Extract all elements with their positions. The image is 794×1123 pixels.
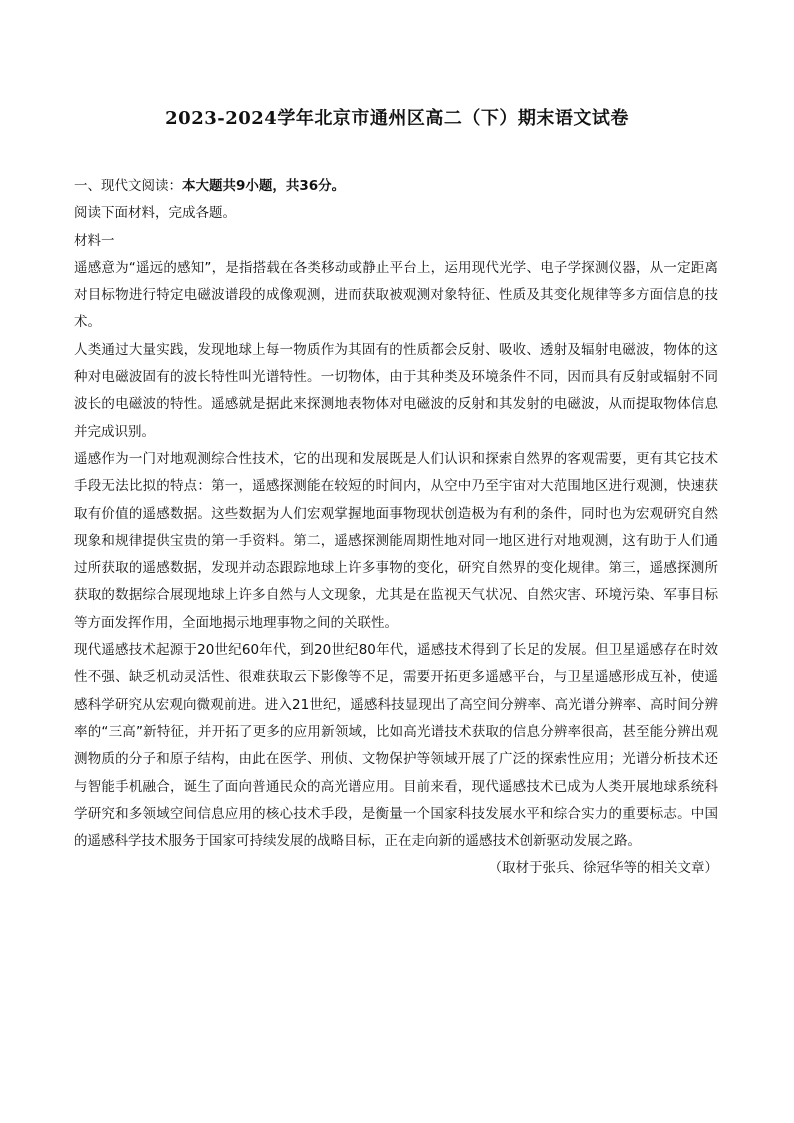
- document-body: [74, 173, 718, 883]
- section-heading-prefix: 一、现代文阅读：: [74, 178, 182, 194]
- paragraph: 现代遥感技术起源于20世纪60年代，到20世纪80年代，遥感技术得到了长足的发展。但卫星遥感存在时效性不强、缺乏机动灵活性、很难获取云下影像等不足，需要开拓更多遥感平台，与卫星遥感形成互补，使遥感科学研究从宏观向微观前进。进入21世纪，遥感科技显现出了高空间分辨率、高光谱分辨率、高时间分辨率的“三高”新特征，并开拓了更多的应用新领域，比如高光谱技术获取的信息分辨率很高，甚至能分辨出观测物质的分子和原子结构，由此在医学、刑侦、文物保护等领域开展了广泛的探索性应用；光谱分析技术还与智能手机融合，诞生了面向普通民众的高光谱应用。目前来看，现代遥感技术已成为人类开展地球系统科学研究和多领域空间信息应用的核心技术手段，是衡量一个国家科技发展水平和综合实力的重要标志。中国的遥感科学技术服务于国家可持续发展的战略目标，正在走向新的遥感技术创新驱动发展之路。: [74, 642, 718, 850]
- source-citation: （取材于张兵、徐冠华等的相关文章）: [488, 860, 718, 877]
- section-heading-detail: 本大题共9小题，共36分。: [182, 178, 346, 194]
- material-label: 材料一: [74, 232, 115, 249]
- section-heading: [74, 173, 718, 200]
- paragraph: 人类通过大量实践，发现地球上每一物质作为其固有的性质都会反射、吸收、透射及辐射电磁波，物体的这种对电磁波固有的波长特性叫光谱特性。一切物体，由于其种类及环境条件不同，因而具有反射或辐射不同波长的电磁波的特性。遥感就是据此来探测地表物体对电磁波的反射和其发射的电磁波，从而提取物体信息并完成识别。: [74, 341, 718, 440]
- paragraph: 遥感作为一门对地观测综合性技术，它的出现和发展既是人们认识和探索自然界的客观需要，更有其它技术手段无法比拟的特点：第一，遥感探测能在较短的时间内，从空中乃至宇宙对大范围地区进行观测，快速获取有价值的遥感数据。这些数据为人们宏观掌握地面事物现状创造极为有利的条件，同时也为宏观研究自然现象和规律提供宝贵的第一手资料。第二，遥感探测能周期性地对同一地区进行对地观测，这有助于人们通过所获取的遥感数据，发现并动态跟踪地球上许多事物的变化，研究自然界的变化规律。第三，遥感探测所获取的数据综合展现地球上许多自然与人文现象，尤其是在监视天气状况、自然灾害、环境污染、军事目标等方面发挥作用，全面地揭示地理事物之间的关联性。: [74, 450, 718, 631]
- page-title: 2023-2024学年北京市通州区高二（下）期末语文试卷: [165, 108, 629, 129]
- reading-instruction: 阅读下面材料，完成各题。: [74, 205, 236, 222]
- paragraph: 遥感意为“遥远的感知”，是指搭载在各类移动或静止平台上，运用现代光学、电子学探测仪器，从一定距离对目标物进行特定电磁波谱段的成像观测，进而获取被观测对象特征、性质及其变化规律等多方面信息的技术。: [74, 259, 718, 331]
